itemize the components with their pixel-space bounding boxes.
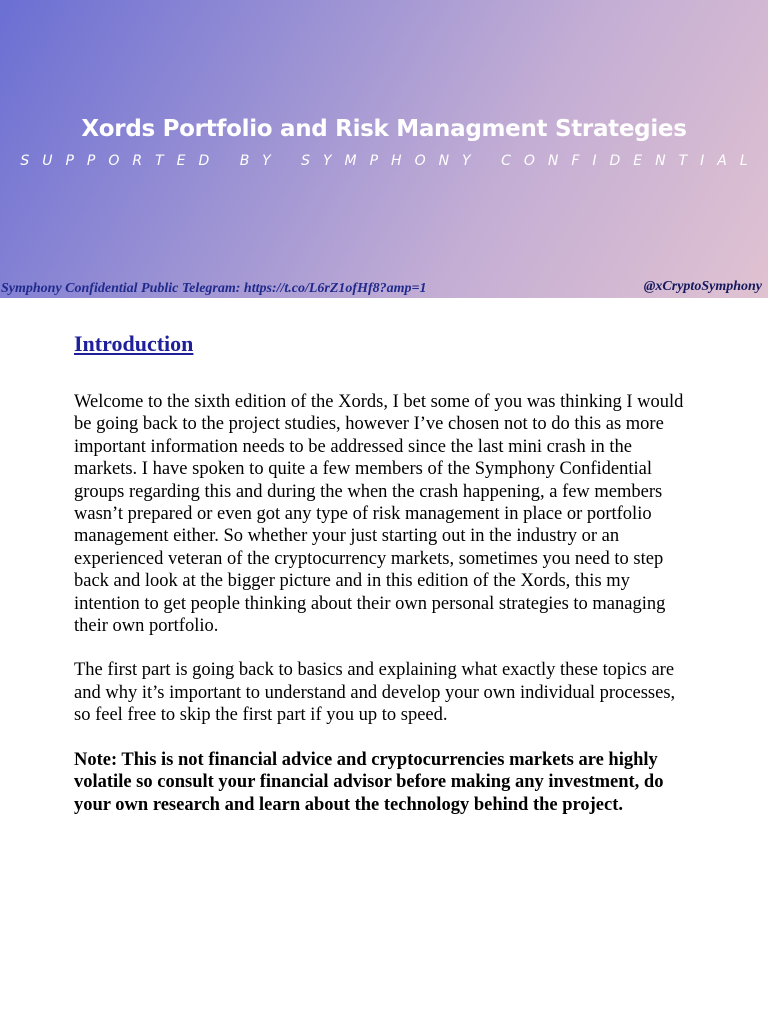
intro-paragraph: Welcome to the sixth edition of the Xords, I bet some of you was thinking I would be going back to the project studies, however I’ve chosen not to do this as more important information needs to be addressed since the last mini crash in the markets. I have spoken to quite a few members of the Symphony Confidential groups regarding this and during the when the crash happening, a few members wasn’t prepared or even got any type of risk management in place or portfolio management either. So whether your just starting out in the industry or an experienced veteran of the cryptocurrency markets, sometimes you need to step back and look at the bigger picture and in this edition of the Xords, this my intention to get people thinking about their own personal strategies to managing their own portfolio. — [74, 392, 684, 637]
disclaimer-note: Note: This is not financial advice and cryptocurrencies markets are highly volatile so consult your financial advisor before making any investment, do your own research and learn about the technology behind the project. — [74, 749, 664, 815]
basics-paragraph: The first part is going back to basics and explaining what exactly these topics are and why it’s important to understand and develop your own individual processes, so feel free to skip the first part if you up to speed. — [74, 660, 676, 726]
telegram-link[interactable]: Symphony Confidential Public Telegram: https://t.co/L6rZ1ofHf8?amp=1 — [1, 281, 427, 296]
banner-subtitle: SUPPORTED BY SYMPHONY CONFIDENTIAL — [20, 153, 761, 169]
document-body — [74, 330, 696, 816]
header-banner — [0, 0, 768, 298]
section-heading: Introduction — [74, 331, 194, 356]
banner-title: Xords Portfolio and Risk Managment Strategies — [81, 116, 687, 142]
twitter-handle: @xCryptoSymphony — [643, 279, 762, 294]
